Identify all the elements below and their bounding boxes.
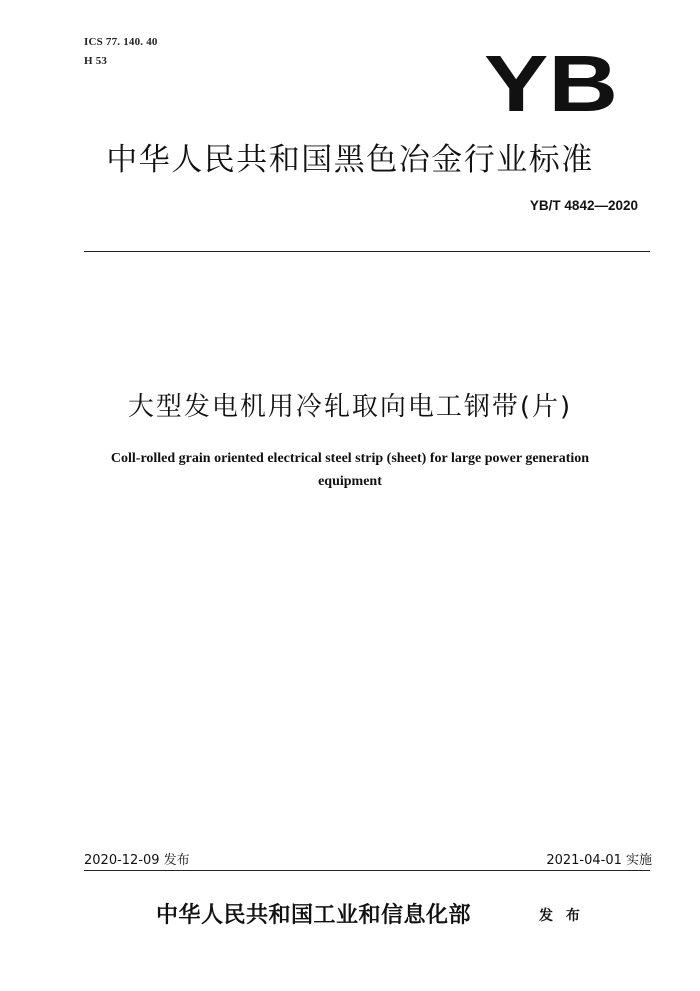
yb-logo-text: YB [484,44,618,118]
issue-date: 2020-12-09 发布 [84,853,190,868]
top-divider [84,251,650,252]
classification-code: H 53 [84,55,108,67]
standard-number: YB/T 4842—2020 [529,198,638,213]
organization-title: 中华人民共和国黑色冶金行业标准 [106,142,594,178]
yb-logo [484,44,620,118]
implementation-date: 2021-04-01 实施 [546,853,652,868]
issue-label: 发 布 [539,908,584,924]
english-title: Coll-rolled grain oriented electrical steel strip (sheet) for large power generation equipment [110,451,590,489]
chinese-title: 大型发电机用冷轧取向电工钢带(片) [127,392,573,422]
bottom-divider [84,870,650,871]
ics-code: ICS 77. 140. 40 [84,36,158,48]
issuing-authority: 中华人民共和国工业和信息化部 [156,902,472,928]
